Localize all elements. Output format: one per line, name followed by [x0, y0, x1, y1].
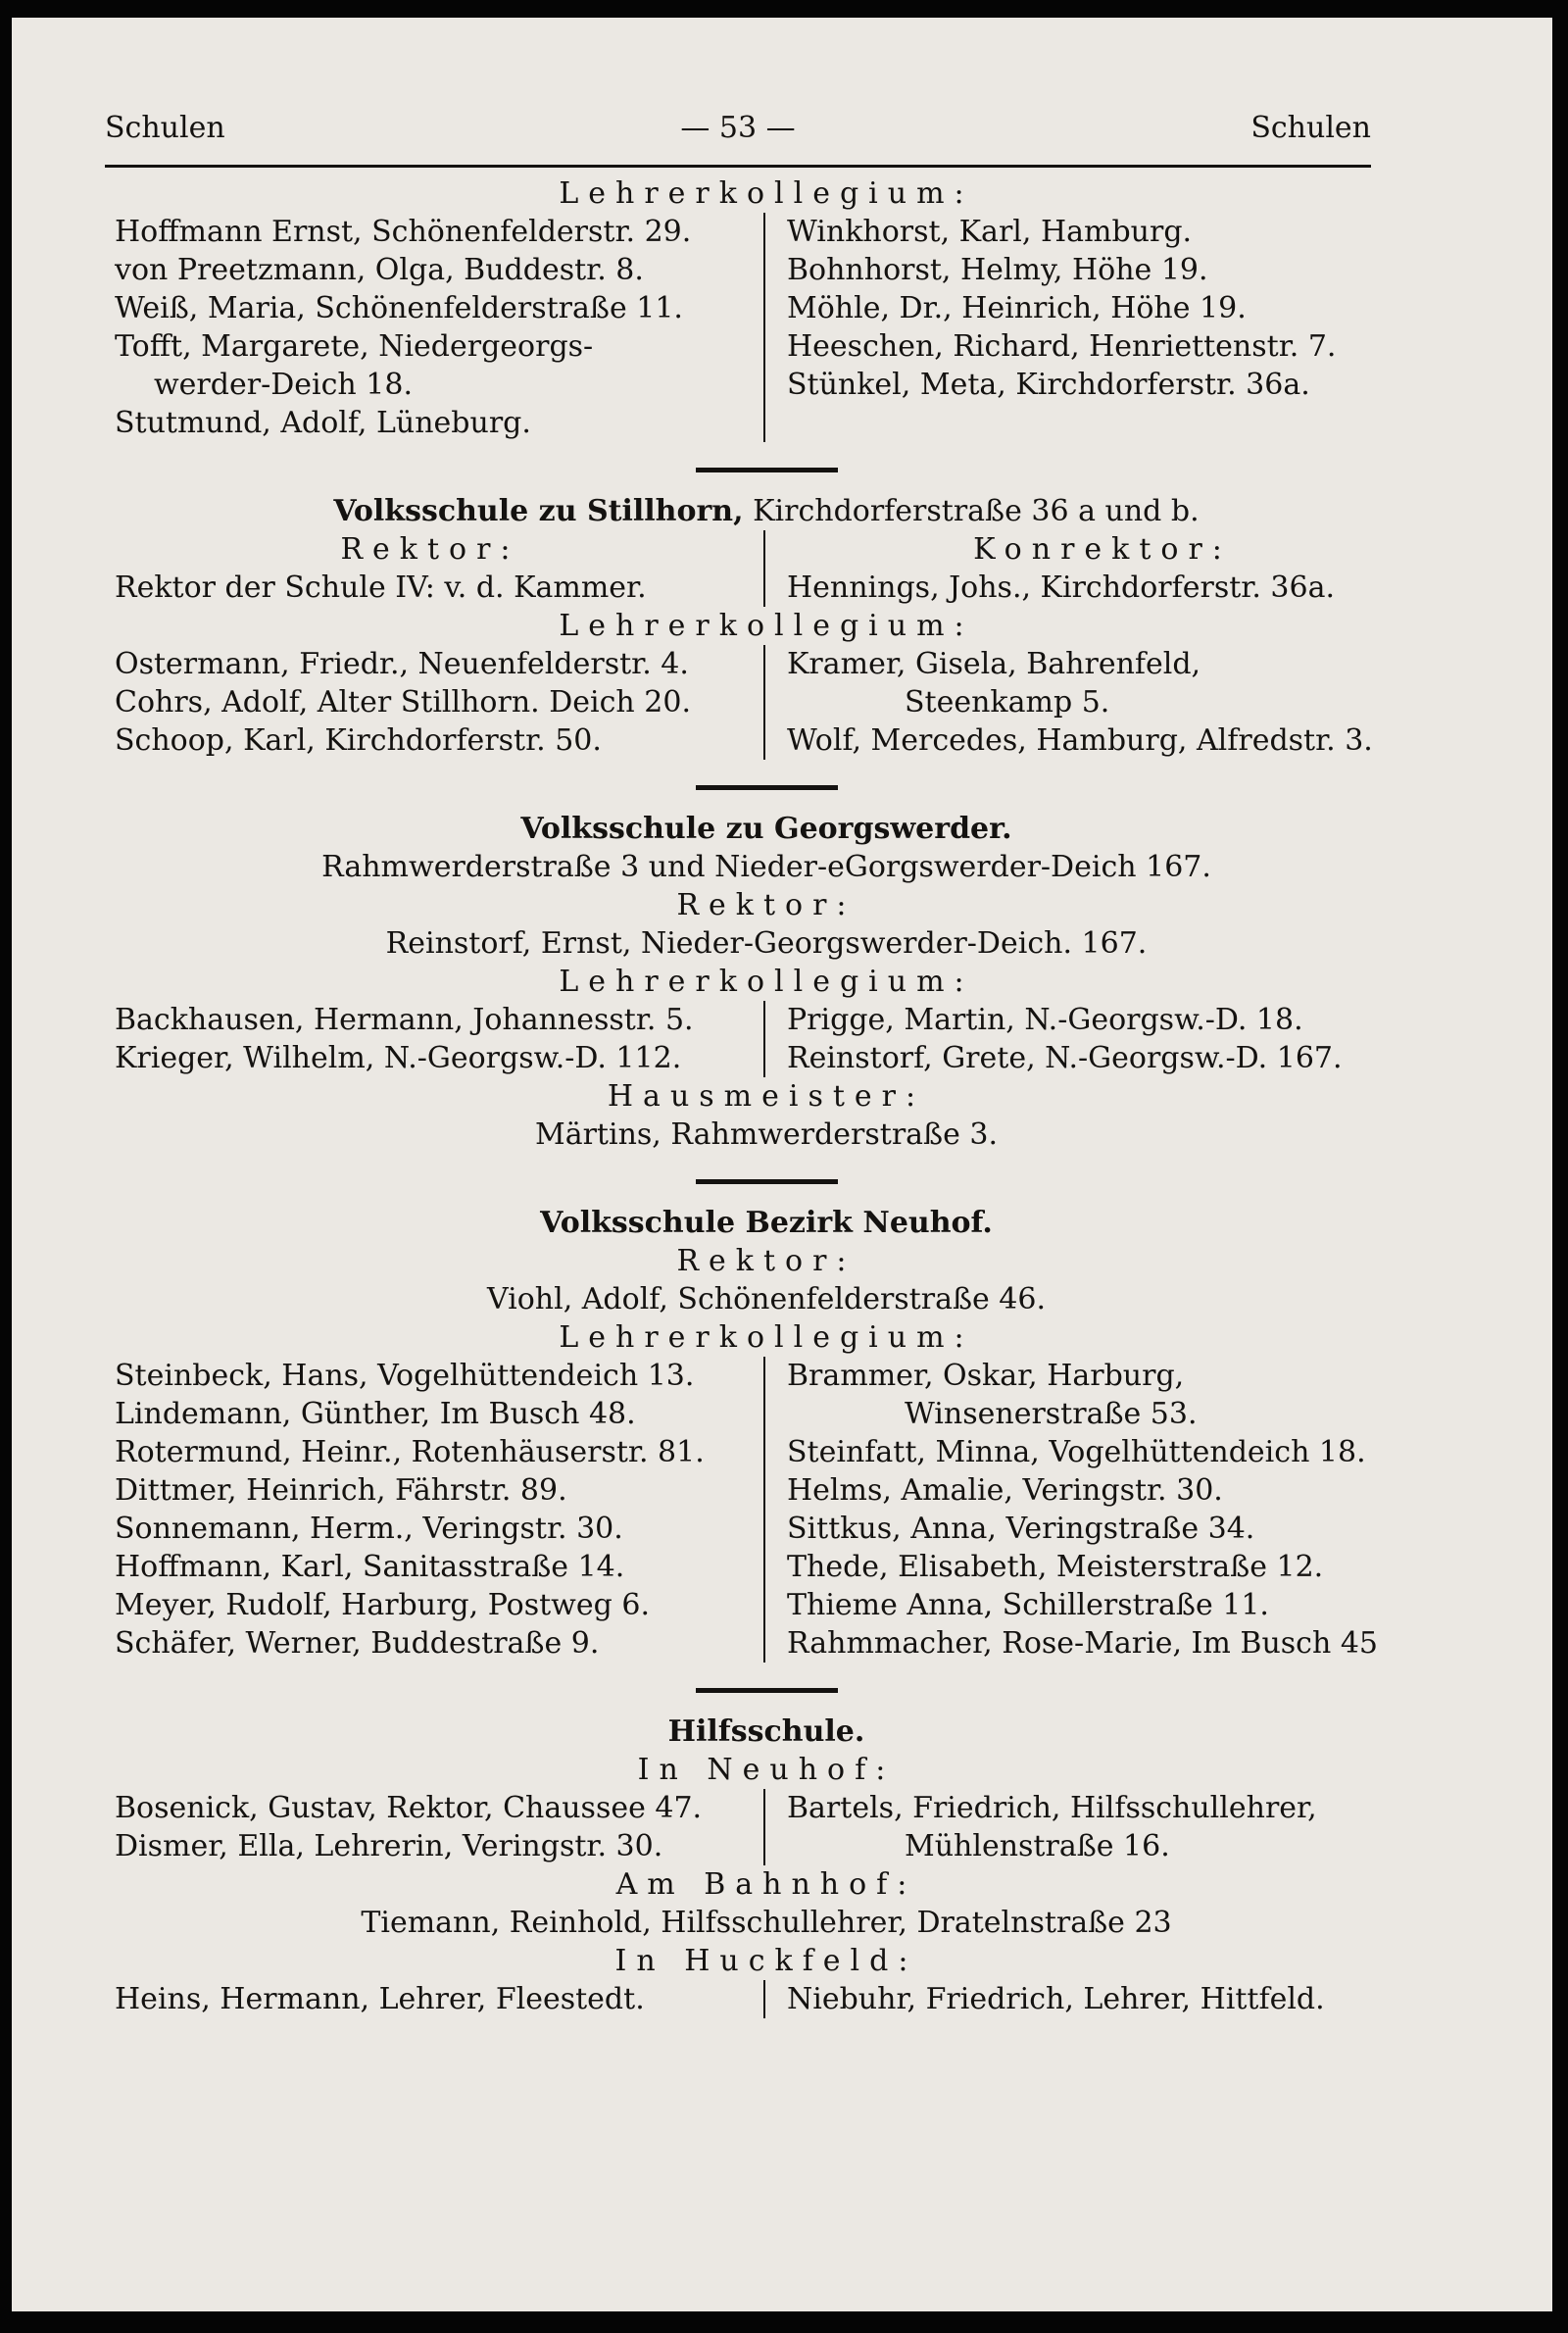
section-title	[115, 492, 1418, 530]
bahnhof-label: Am Bahnhof:	[615, 1867, 917, 1902]
list-item: Prigge, Martin, N.-Georgsw.-D. 18.	[787, 1003, 1303, 1037]
list-item: Rahmmacher, Rose-Marie, Im Busch 45	[787, 1626, 1378, 1661]
page-content	[115, 174, 1418, 2018]
neuhof-right-column	[765, 1789, 1418, 1865]
rektor-label: Rektor:	[676, 1244, 857, 1278]
kollegium-columns	[115, 645, 1418, 760]
header-right: Schulen	[1250, 111, 1371, 145]
list-item: Steenkamp 5.	[905, 685, 1110, 720]
section-divider	[696, 785, 838, 790]
list-item: Tofft, Margarete, Niedergeorgs-	[115, 329, 594, 364]
list-item: Winsenerstraße 53.	[905, 1397, 1198, 1431]
kollegium-right-column	[765, 1357, 1418, 1663]
konrektor-entry: Hennings, Johs., Kirchdorferstr. 36a.	[787, 571, 1335, 605]
kollegium-heading: Lehrerkollegium:	[559, 176, 974, 211]
running-header	[105, 111, 1371, 145]
list-item: Meyer, Rudolf, Harburg, Postweg 6.	[115, 1588, 650, 1622]
section-divider	[696, 1179, 838, 1184]
list-item: Steinbeck, Hans, Vogelhüttendeich 13.	[115, 1359, 695, 1393]
list-item: Dittmer, Heinrich, Fährstr. 89.	[115, 1473, 567, 1508]
rektor-label: Rektor:	[676, 888, 857, 922]
kollegium-heading: Lehrerkollegium:	[559, 965, 974, 999]
list-item: Schoop, Karl, Kirchdorferstr. 50.	[115, 723, 602, 758]
section-divider	[696, 1688, 838, 1693]
huckfeld-left-column	[115, 1980, 765, 2018]
rektor-entry: Reinstorf, Ernst, Nieder-Georgswerder-Deich. 167.	[385, 926, 1148, 961]
kollegium-left-column	[115, 645, 765, 760]
list-item: Rotermund, Heinr., Rotenhäuserstr. 81.	[115, 1435, 705, 1469]
header-rule	[105, 165, 1371, 168]
kollegium-heading: Lehrerkollegium:	[559, 609, 974, 643]
hausmeister-entry: Märtins, Rahmwerderstraße 3.	[534, 1117, 999, 1152]
list-item: Bosenick, Gustav, Rektor, Chaussee 47.	[115, 1791, 703, 1825]
kollegium-right-column	[765, 645, 1418, 760]
rektor-entry: Viohl, Adolf, Schönenfelderstraße 46.	[486, 1282, 1046, 1316]
list-item: Krieger, Wilhelm, N.-Georgsw.-D. 112.	[115, 1041, 682, 1075]
huckfeld-right-column	[765, 1980, 1418, 2018]
section-divider	[696, 468, 838, 472]
konrektor-label: Konrektor:	[973, 532, 1232, 567]
huckfeld-columns	[115, 1980, 1418, 2018]
huckfeld-label: In Huckfeld:	[614, 1944, 918, 1978]
list-item: werder-Deich 18.	[154, 368, 413, 402]
section-title: Hilfsschule.	[667, 1714, 865, 1749]
document-page	[12, 18, 1552, 2311]
list-item: Wolf, Mercedes, Hamburg, Alfredstr. 3.	[787, 723, 1373, 758]
list-item: Heeschen, Richard, Henriettenstr. 7.	[787, 329, 1337, 364]
list-item: Hoffmann, Karl, Sanitasstraße 14.	[115, 1550, 625, 1584]
list-item: Heins, Hermann, Lehrer, Fleestedt.	[115, 1982, 645, 2016]
konrektor-column	[765, 530, 1418, 607]
list-item: Niebuhr, Friedrich, Lehrer, Hittfeld.	[787, 1982, 1325, 2016]
list-item: Dismer, Ella, Lehrerin, Veringstr. 30.	[115, 1829, 663, 1863]
kollegium-columns	[115, 213, 1418, 442]
section-title: Volksschule Bezirk Neuhof.	[540, 1206, 993, 1240]
list-item: Bohnhorst, Helmy, Höhe 19.	[787, 253, 1208, 287]
bahnhof-entry: Tiemann, Reinhold, Hilfsschullehrer, Dratelnstraße 23	[361, 1906, 1172, 1940]
list-item: Thieme Anna, Schillerstraße 11.	[787, 1588, 1269, 1622]
section-kollegium-top	[115, 174, 1418, 442]
school-address: Kirchdorferstraße 36 a und b.	[743, 494, 1200, 528]
section-neuhof	[115, 1204, 1418, 1663]
list-item: Sonnemann, Herm., Veringstr. 30.	[115, 1512, 623, 1546]
list-item: Stünkel, Meta, Kirchdorferstr. 36a.	[787, 368, 1310, 402]
kollegium-right-column	[765, 213, 1418, 442]
page-number: — 53 —	[680, 111, 796, 145]
section-hilfsschule	[115, 1713, 1418, 2018]
list-item: Schäfer, Werner, Buddestraße 9.	[115, 1626, 600, 1661]
kollegium-left-column	[115, 213, 765, 442]
list-item: Backhausen, Hermann, Johannesstr. 5.	[115, 1003, 694, 1037]
section-stillhorn	[115, 492, 1418, 760]
kollegium-left-column	[115, 1001, 765, 1077]
list-item: Brammer, Oskar, Harburg,	[787, 1359, 1185, 1393]
section-title: Volksschule zu Georgswerder.	[520, 812, 1012, 846]
list-item: Winkhorst, Karl, Hamburg.	[787, 215, 1193, 249]
rektor-column	[115, 530, 765, 607]
list-item: Stutmund, Adolf, Lüneburg.	[115, 406, 531, 440]
list-item: Bartels, Friedrich, Hilfsschullehrer,	[787, 1791, 1317, 1825]
school-name: Volksschule zu Stillhorn,	[333, 494, 744, 528]
neuhof-label: In Neuhof:	[637, 1753, 896, 1787]
list-item: Thede, Elisabeth, Meisterstraße 12.	[787, 1550, 1324, 1584]
list-item: Reinstorf, Grete, N.-Georgsw.-D. 167.	[787, 1041, 1343, 1075]
list-item: Sittkus, Anna, Veringstraße 34.	[787, 1512, 1255, 1546]
kollegium-columns	[115, 1001, 1418, 1077]
rektor-label: Rektor:	[340, 532, 520, 567]
list-item: Kramer, Gisela, Bahrenfeld,	[787, 647, 1201, 681]
kollegium-right-column	[765, 1001, 1418, 1077]
section-georgswerder	[115, 810, 1418, 1154]
kollegium-heading: Lehrerkollegium:	[559, 1320, 974, 1355]
list-item: Steinfatt, Minna, Vogelhüttendeich 18.	[787, 1435, 1366, 1469]
list-item: Ostermann, Friedr., Neuenfelderstr. 4.	[115, 647, 689, 681]
neuhof-left-column	[115, 1789, 765, 1865]
rektor-entry: Rektor der Schule IV: v. d. Kammer.	[115, 571, 647, 605]
kollegium-columns	[115, 1357, 1418, 1663]
hausmeister-label: Hausmeister:	[607, 1079, 926, 1114]
school-address: Rahmwerderstraße 3 und Nieder-eGorgswerder-Deich 167.	[321, 850, 1211, 884]
leadership-columns	[115, 530, 1418, 607]
list-item: von Preetzmann, Olga, Buddestr. 8.	[115, 253, 644, 287]
list-item: Cohrs, Adolf, Alter Stillhorn. Deich 20.	[115, 685, 692, 720]
list-item: Weiß, Maria, Schönenfelderstraße 11.	[115, 291, 683, 325]
header-left: Schulen	[105, 111, 225, 145]
kollegium-left-column	[115, 1357, 765, 1663]
list-item: Mühlenstraße 16.	[905, 1829, 1170, 1863]
list-item: Lindemann, Günther, Im Busch 48.	[115, 1397, 636, 1431]
neuhof-columns	[115, 1789, 1418, 1865]
list-item: Möhle, Dr., Heinrich, Höhe 19.	[787, 291, 1247, 325]
list-item: Hoffmann Ernst, Schönenfelderstr. 29.	[115, 215, 692, 249]
list-item: Helms, Amalie, Veringstr. 30.	[787, 1473, 1223, 1508]
